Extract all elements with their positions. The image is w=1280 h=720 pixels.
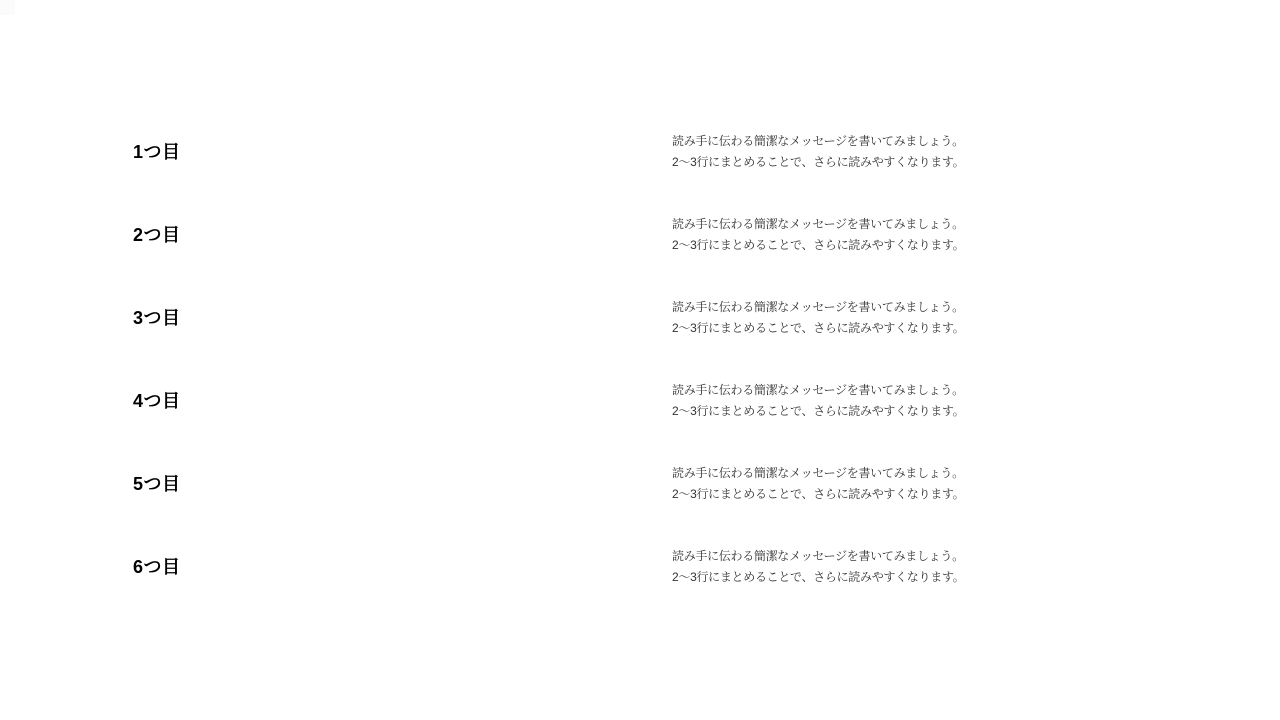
list-item: [0, 131, 1280, 173]
item-description: [672, 380, 964, 422]
description-line-2: 2〜3行にまとめることで、さらに読みやすくなります。: [672, 487, 965, 501]
description-line-2: 2〜3行にまとめることで、さらに読みやすくなります。: [672, 321, 965, 335]
item-number-label: 5つ目: [133, 474, 181, 494]
description-line-2: 2〜3行にまとめることで、さらに読みやすくなります。: [672, 155, 965, 169]
description-line-1: 読み手に伝わる簡潔なメッセージを書いてみましょう。: [672, 383, 964, 397]
list-item: [0, 463, 1280, 505]
description-line-1: 読み手に伝わる簡潔なメッセージを書いてみましょう。: [672, 217, 964, 231]
item-description: [672, 546, 964, 588]
item-number-label: 2つ目: [133, 225, 181, 245]
list-item: [0, 380, 1280, 422]
description-line-1: 読み手に伝わる簡潔なメッセージを書いてみましょう。: [672, 466, 964, 480]
description-line-1: 読み手に伝わる簡潔なメッセージを書いてみましょう。: [672, 134, 964, 148]
list-item: [0, 546, 1280, 588]
item-description: [672, 131, 964, 173]
description-line-1: 読み手に伝わる簡潔なメッセージを書いてみましょう。: [672, 300, 964, 314]
description-line-2: 2〜3行にまとめることで、さらに読みやすくなります。: [672, 238, 965, 252]
item-description: [672, 297, 964, 339]
item-description: [672, 214, 964, 256]
list-item: [0, 297, 1280, 339]
list-item: [0, 214, 1280, 256]
item-number-label: 3つ目: [133, 308, 181, 328]
item-number-label: 1つ目: [133, 142, 181, 162]
description-line-2: 2〜3行にまとめることで、さらに読みやすくなります。: [672, 570, 965, 584]
item-number-label: 6つ目: [133, 557, 181, 577]
description-line-1: 読み手に伝わる簡潔なメッセージを書いてみましょう。: [672, 549, 964, 563]
item-description: [672, 463, 964, 505]
item-number-label: 4つ目: [133, 391, 181, 411]
description-line-2: 2〜3行にまとめることで、さらに読みやすくなります。: [672, 404, 965, 418]
